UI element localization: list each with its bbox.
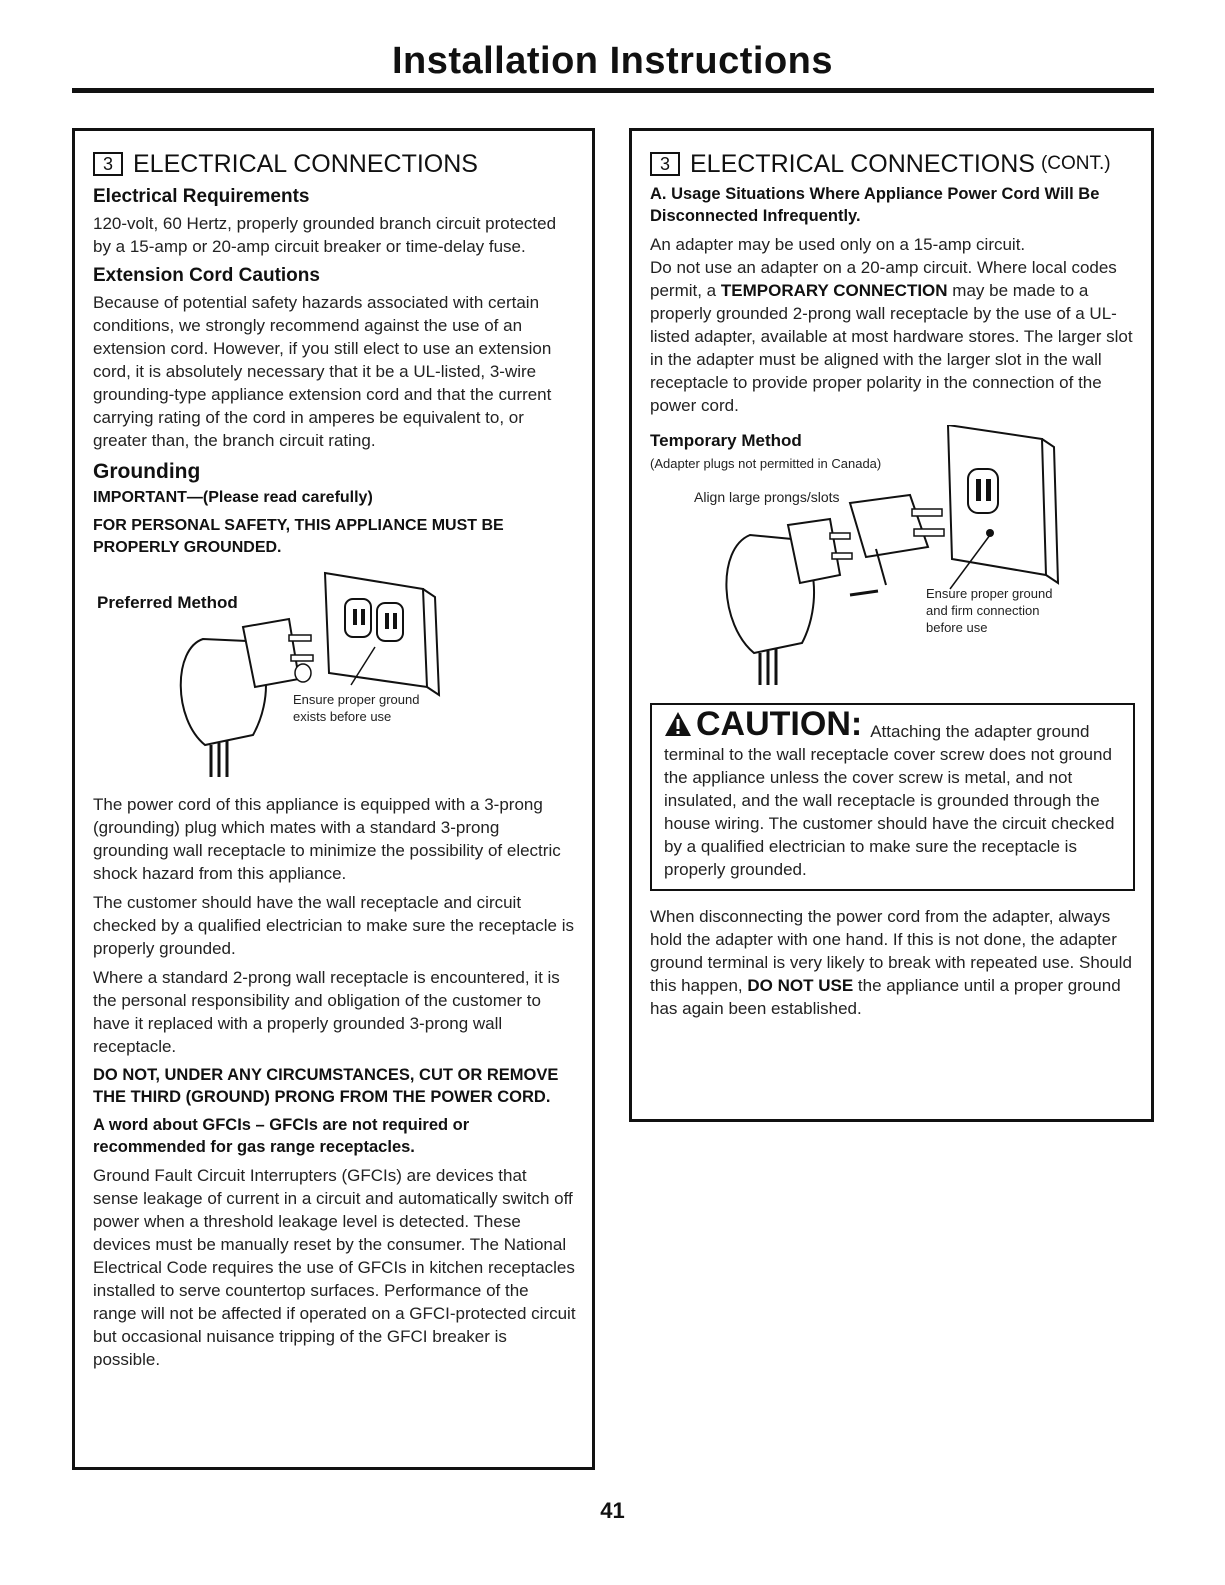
figure-label: Temporary Method (650, 431, 802, 450)
circuit-check-paragraph: The customer should have the wall receptacle and circuit checked by a qualified electrician to make sure the receptacle is properly grounded. (93, 893, 574, 958)
left-column (72, 128, 595, 1470)
ground-prong-warning: DO NOT, UNDER ANY CIRCUMSTANCES, CUT OR REMOVE THE THIRD (GROUND) PRONG FROM THE POWER CORD. (93, 1066, 559, 1106)
disconnect-text-b: the appliance until a proper ground has again been established. (650, 976, 1121, 1018)
usage-paragraph-2 (650, 256, 1135, 417)
electrical-requirements-title: Electrical Requirements (93, 186, 310, 207)
grounding-title: Grounding (93, 460, 201, 483)
safety-note: FOR PERSONAL SAFETY, THIS APPLIANCE MUST BE PROPERLY GROUNDED. (93, 517, 504, 556)
do-not-use-emphasis: DO NOT USE (747, 976, 854, 995)
power-cord-paragraph: The power cord of this appliance is equipped with a 3-prong (grounding) plug which mates with a standard 3-prong grounding wall receptacle to minimize the possibility of electric shock hazard from this appliance. (93, 795, 561, 883)
page-title: Installation Instructions (391, 40, 834, 82)
caution-text: terminal to the wall receptacle cover screw does not ground the appliance unless the cover screw is metal, and not insulated, and the wall receptacle is grounded through the house wiring. The customer should have the circuit checked by a qualified electrician to make sure the receptacle is properly grounded. (664, 745, 1115, 879)
section-title: ELECTRICAL CONNECTIONS (690, 150, 1035, 178)
usage-title: A. Usage Situations Where Appliance Power Cord Will Be Disconnected Infrequently. (650, 185, 1100, 225)
section-title: ELECTRICAL CONNECTIONS (133, 150, 478, 178)
extension-cord-text: Because of potential safety hazards associated with certain conditions, we strongly recommend against the use of an extension cord. However, if you still elect to use an extension cord, it is absolutely necessary that it be a UL-listed, 3-wire grounding-type appliance extension cord and that the current carrying rating of the cord in amperes be equivalent to, or greater than, the branch circuit rating. (93, 293, 552, 450)
caution-lead: Attaching the adapter ground (870, 722, 1090, 741)
disconnect-paragraph (650, 905, 1135, 1020)
gfci-text: Ground Fault Circuit Interrupters (GFCIs) are devices that sense leakage of current in a circuit and automatically switch off power when a threshold leakage level is detected. These devices must be manually reset by the consumer. The National Electrical Code requires the use of GFCIs in kitchen receptacles installed to serve countertop surfaces. Performance of the range will not be affected if operated on a GFCI-protected circuit but occasional nuisance tripping of the GFCI breaker is possible. (93, 1166, 576, 1369)
usage-text-b: may be made to a properly grounded 2-prong wall receptacle by the use of a UL-listed adapter, available at most hardware stores. The larger slot in the adapter must be aligned with the larger slot in the wall receptacle to provide proper polarity in the connection of the power cord. (650, 281, 1133, 415)
section-heading (650, 149, 1135, 179)
align-callout: Align large prongs/slots (694, 489, 840, 505)
section-heading (93, 149, 576, 179)
extension-cord-title: Extension Cord Cautions (93, 265, 320, 286)
page-number: 41 (600, 1498, 625, 1523)
figure-label: Preferred Method (97, 593, 238, 612)
preferred-method-figure (93, 569, 576, 781)
electrical-requirements-text: 120-volt, 60 Hertz, properly grounded branch circuit protected by a 15-amp or 20-amp circuit breaker or time-delay fuse. (93, 214, 557, 256)
gfci-title: A word about GFCIs – GFCIs are not required or recommended for gas range receptacles. (93, 1116, 470, 1156)
figure-sublabel: (Adapter plugs not permitted in Canada) (650, 456, 882, 471)
warning-triangle-icon (664, 711, 692, 737)
right-column (629, 128, 1154, 1122)
temporary-connection-emphasis: TEMPORARY CONNECTION (720, 281, 948, 300)
figure-callout: Ensure proper ground exists before use (293, 692, 420, 724)
caution-word: CAUTION: (696, 704, 863, 743)
usage-text-a: Do not use an adapter on a 20-amp circuit. Where local codes permit, a (650, 258, 1117, 300)
caution-heading (664, 704, 1121, 743)
title-rule (72, 88, 1154, 93)
caution-label (664, 704, 863, 743)
two-prong-paragraph: Where a standard 2-prong wall receptacle is encountered, it is the personal responsibility and obligation of the customer to have it replaced with a properly grounded 3-prong wall receptacle. (93, 968, 560, 1056)
section-title-suffix: (CONT.) (1040, 153, 1111, 174)
step-number: 3 (93, 152, 123, 176)
step-number: 3 (650, 152, 680, 176)
caution-box (650, 703, 1135, 891)
figure-callout: Ensure proper ground and firm connection before use (926, 586, 1053, 635)
temporary-method-figure (650, 425, 1135, 687)
disconnect-text-a: When disconnecting the power cord from the adapter, always hold the adapter with one hand. If this is not done, the adapter ground terminal is very likely to break with repeated use. Should this happen, (650, 907, 1132, 995)
usage-paragraph-1: An adapter may be used only on a 15-amp circuit. (650, 235, 1026, 254)
important-note: IMPORTANT—(Please read carefully) (93, 489, 373, 506)
